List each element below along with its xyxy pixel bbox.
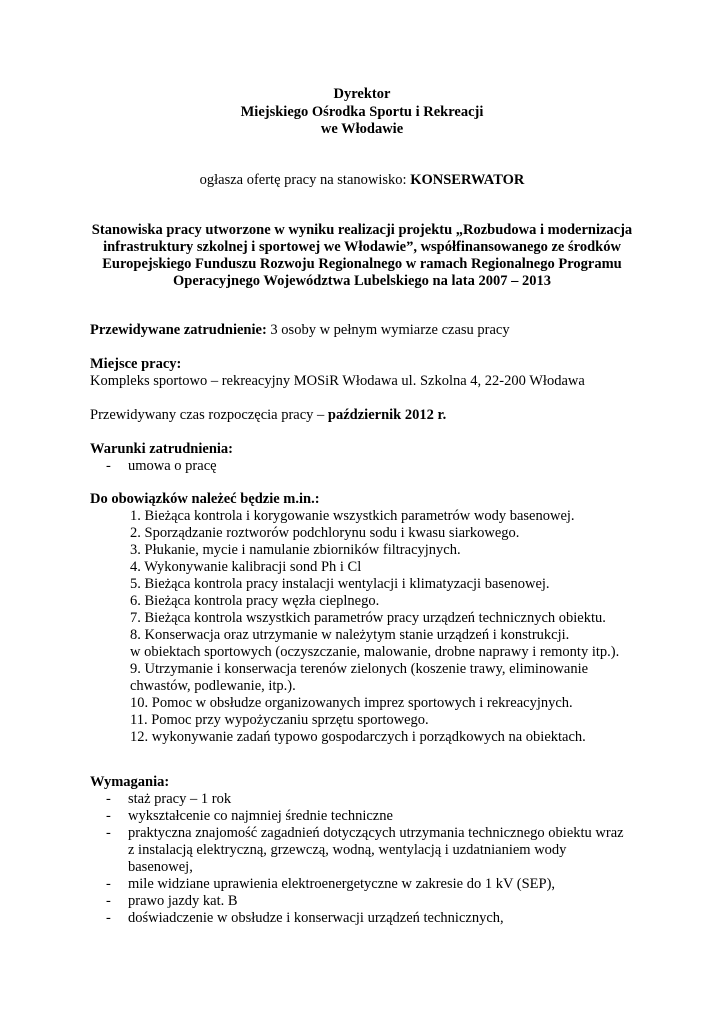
duty-line: 10. Pomoc w obsłudze organizowanych imprez sportowych i rekreacyjnych. (130, 695, 573, 711)
requirement-item: prawo jazdy kat. B (128, 893, 238, 909)
requirement-item: wykształcenie co najmniej średnie techniczne (128, 808, 393, 824)
offer-line (0, 172, 724, 189)
requirement-item: praktyczna znajomość zagadnień dotyczących utrzymania technicznego obiektu wraz (128, 825, 624, 841)
list-bullet: - (106, 791, 111, 807)
conditions-label: Warunki zatrudnienia: (90, 441, 234, 457)
duty-line: 1. Bieżąca kontrola i korygowanie wszystkich parametrów wody basenowej. (130, 508, 575, 524)
project-line: Stanowiska pracy utworzone w wyniku realizacji projektu „Rozbudowa i modernizacja (91, 222, 633, 238)
list-bullet: - (106, 825, 111, 841)
project-line: infrastruktury szkolnej i sportowej we Włodawie”, współfinansowanego ze środków (103, 239, 621, 255)
employment-value: 3 osoby w pełnym wymiarze czasu pracy (266, 322, 510, 338)
workplace-label: Miejsce pracy: (90, 356, 182, 372)
workplace-value: Kompleks sportowo – rekreacyjny MOSiR Włodawa ul. Szkolna 4, 22-200 Włodawa (90, 373, 585, 389)
duty-line: 6. Bieżąca kontrola pracy węzła cieplnego. (130, 593, 380, 609)
requirement-item: doświadczenie w obsłudze i konserwacji urządzeń technicznych, (128, 910, 504, 926)
duty-line: 5. Bieżąca kontrola pracy instalacji wentylacji i klimatyzacji basenowej. (130, 576, 550, 592)
requirement-item-continuation: basenowej, (128, 859, 193, 875)
requirements-label: Wymagania: (90, 774, 170, 790)
duty-line: chwastów, podlewanie, itp.). (130, 678, 296, 694)
duty-line: 12. wykonywanie zadań typowo gospodarczych i porządkowych na obiektach. (130, 729, 586, 745)
duty-line: w obiektach sportowych (oczyszczanie, malowanie, drobne naprawy i remonty itp.). (130, 644, 620, 660)
list-bullet: - (106, 808, 111, 824)
list-bullet: - (106, 910, 111, 926)
header-title: Dyrektor (333, 86, 391, 102)
duty-line: 11. Pomoc przy wypożyczaniu sprzętu sportowego. (130, 712, 429, 728)
list-bullet: - (106, 876, 111, 892)
duty-line: 7. Bieżąca kontrola wszystkich parametrów pracy urządzeń technicznych obiektu. (130, 610, 606, 626)
offer-prefix: ogłasza ofertę pracy na stanowisko: (199, 172, 411, 188)
project-line: Europejskiego Funduszu Rozwoju Regionalnego w ramach Regionalnego Programu (102, 256, 622, 272)
duty-line: 9. Utrzymanie i konserwacja terenów zielonych (koszenie trawy, eliminowanie (130, 661, 589, 677)
duty-line: 4. Wykonywanie kalibracji sond Ph i Cl (130, 559, 362, 575)
duty-line: 8. Konserwacja oraz utrzymanie w należytym stanie urządzeń i konstrukcji. (130, 627, 570, 643)
list-bullet: - (106, 458, 111, 474)
requirement-item: staż pracy – 1 rok (128, 791, 232, 807)
employment-label: Przewidywane zatrudnienie: (90, 322, 267, 338)
duty-line: 2. Sporządzanie roztworów podchlorynu sodu i kwasu siarkowego. (130, 525, 520, 541)
start-prefix: Przewidywany czas rozpoczęcia pracy – (90, 407, 328, 423)
duty-line: 3. Płukanie, mycie i namulanie zbiorników filtracyjnych. (130, 542, 461, 558)
conditions-item: umowa o pracę (128, 458, 217, 474)
offer-position: KONSERWATOR (410, 172, 525, 188)
header-location: we Włodawie (320, 121, 404, 137)
start-line (90, 407, 446, 424)
start-value: październik 2012 r. (327, 407, 447, 423)
project-line: Operacyjnego Województwa Lubelskiego na lata 2007 – 2013 (173, 273, 551, 289)
requirement-item-continuation: z instalacją elektryczną, grzewczą, wodną, wentylacją i uzdatnianiem wody (128, 842, 567, 858)
header-institution: Miejskiego Ośrodka Sportu i Rekreacji (240, 104, 484, 120)
duties-label: Do obowiązków należeć będzie m.in.: (90, 491, 320, 507)
list-bullet: - (106, 893, 111, 909)
requirement-item: mile widziane uprawienia elektroenergetyczne w zakresie do 1 kV (SEP), (128, 876, 556, 892)
employment-line (90, 322, 510, 339)
